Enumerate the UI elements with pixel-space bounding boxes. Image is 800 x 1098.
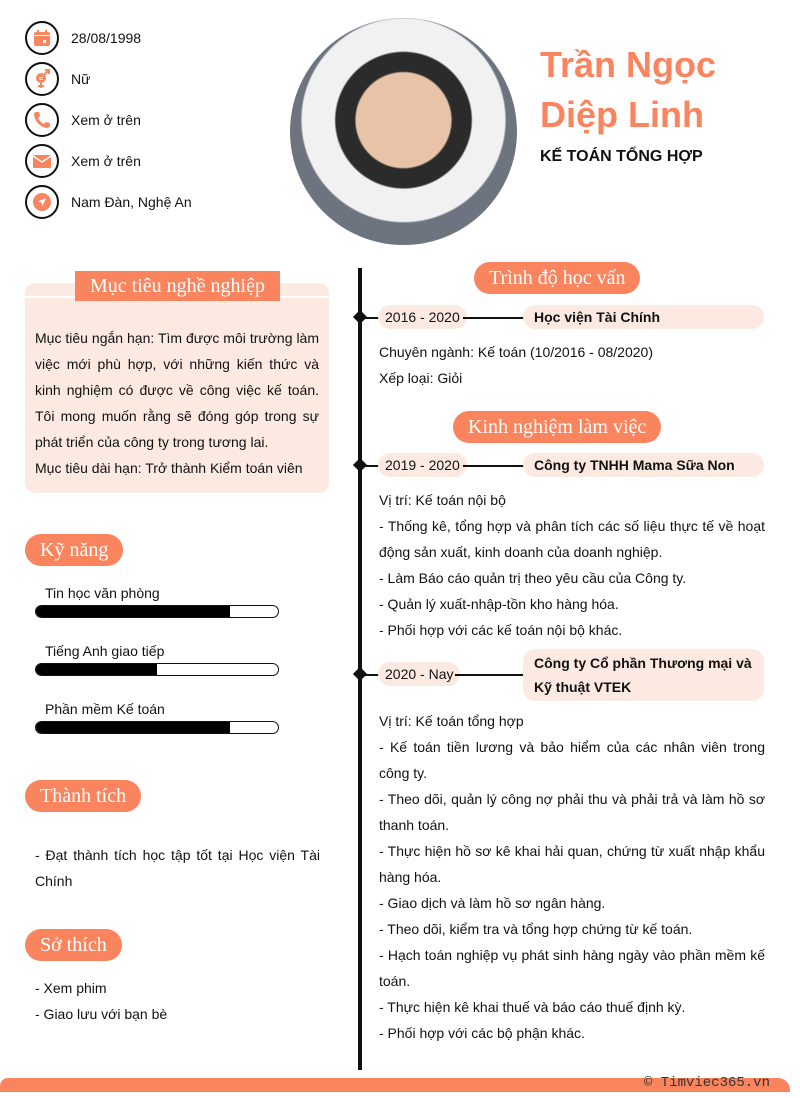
job-date: 2019 - 2020 (378, 453, 467, 477)
achievement-item: - Đạt thành tích học tập tốt tại Học viện Tài Chính (35, 847, 320, 889)
email-icon (25, 144, 59, 178)
skill-bar (35, 605, 279, 618)
phone-icon (25, 103, 59, 137)
contact-birthdate (25, 21, 141, 55)
job-line: - Làm Báo cáo quản trị theo yêu cầu của Công ty. (379, 570, 687, 586)
contact-phone (25, 103, 141, 137)
contact-email (25, 144, 141, 178)
experience-heading: Kinh nghiệm làm việc (453, 411, 661, 443)
education-date: 2016 - 2020 (378, 305, 467, 329)
skill-bar (35, 663, 279, 676)
job-org: Công ty Cổ phần Thương mại và Kỹ thuật VTEK (523, 649, 764, 701)
connector (463, 317, 525, 319)
objective-short: Mục tiêu ngắn hạn: Tìm được môi trường làm việc mới phù hợp, với những kiến thức và kinh nghiệm có được về công việc kế toán. Tôi mong muốn rằng sẽ đóng góp trong sự phát triển của công ty trong tương lai. (35, 330, 319, 450)
job-date: 2020 - Nay (378, 662, 460, 686)
education-heading: Trình độ học vấn (474, 262, 640, 294)
job-line: - Kế toán tiền lương và bảo hiểm của các nhân viên trong công ty. (379, 739, 765, 781)
contact-text: Xem ở trên (71, 112, 141, 128)
profile-photo (290, 18, 517, 245)
contact-text: Xem ở trên (71, 153, 141, 169)
skill-label: Phần mềm Kế toán (45, 701, 165, 717)
achievements-heading: Thành tích (25, 780, 141, 812)
job-line: - Phối hợp với các bộ phận khác. (379, 1025, 585, 1041)
skill-bar (35, 721, 279, 734)
job-line: - Thực hiện hồ sơ kê khai hải quan, chứng từ xuất nhập khẩu hàng hóa. (379, 843, 765, 885)
connector (463, 465, 525, 467)
calendar-icon (25, 21, 59, 55)
education-line: Xếp loại: Giỏi (379, 370, 463, 386)
contact-text: Nam Đàn, Nghệ An (71, 194, 192, 210)
job-line: Vị trí: Kế toán nội bộ (379, 492, 506, 508)
job-line: - Theo dõi, quản lý công nợ phải thu và phải trả và làm hồ sơ thanh toán. (379, 791, 765, 833)
name-line-1: Trần Ngọc (540, 44, 717, 85)
footer-bar (0, 1075, 790, 1092)
job-title: KẾ TOÁN TỔNG HỢP (540, 148, 703, 165)
objective-long: Mục tiêu dài hạn: Trở thành Kiểm toán viên (35, 460, 303, 476)
objective-box (25, 283, 329, 493)
contact-address (25, 185, 192, 219)
connector (455, 674, 525, 676)
skill-bar-fill (36, 664, 157, 675)
job-line: - Hạch toán nghiệp vụ phát sinh hàng ngày vào phần mềm kế toán. (379, 947, 765, 989)
job-line: - Giao dịch và làm hồ sơ ngân hàng. (379, 895, 606, 911)
job-details (379, 487, 765, 643)
candidate-name (540, 40, 716, 140)
skill-label: Tin học văn phòng (45, 585, 160, 601)
skill-label: Tiếng Anh giao tiếp (45, 643, 165, 659)
contact-gender (25, 62, 90, 96)
objective-heading: Mục tiêu nghề nghiệp (75, 271, 280, 301)
contact-text: 28/08/1998 (71, 30, 142, 46)
job-line: Vị trí: Kế toán tổng hợp (379, 713, 524, 729)
hobby-item: - Giao lưu với bạn bè (35, 1006, 168, 1022)
job-line: - Quản lý xuất-nhập-tồn kho hàng hóa. (379, 596, 619, 612)
education-org: Học viện Tài Chính (523, 305, 764, 329)
education-line: Chuyên ngành: Kế toán (10/2016 - 08/2020) (379, 344, 653, 360)
job-line: - Phối hợp với các kế toán nội bộ khác. (379, 622, 623, 638)
hobbies-heading: Sở thích (25, 929, 122, 961)
hobby-item: - Xem phim (35, 980, 107, 996)
skill-bar-fill (36, 722, 230, 733)
job-details (379, 708, 765, 1046)
contact-text: Nữ (71, 71, 91, 87)
gender-icon (25, 62, 59, 96)
skills-heading: Kỹ năng (25, 534, 123, 566)
skill-bar-fill (36, 606, 230, 617)
job-line: - Thực hiện kê khai thuế và báo cáo thuế định kỳ. (379, 999, 686, 1015)
job-org: Công ty TNHH Mama Sữa Non (523, 453, 764, 477)
job-line: - Theo dõi, kiểm tra và tổng hợp chứng từ kế toán. (379, 921, 693, 937)
job-line: - Thống kê, tổng hợp và phân tích các số liệu thực tế về hoạt động sản xuất, kinh doanh của doanh nghiệp. (379, 518, 765, 560)
footer-copyright: © Timviec365.vn (643, 1075, 770, 1091)
location-icon (25, 185, 59, 219)
name-line-2: Diệp Linh (540, 94, 704, 135)
